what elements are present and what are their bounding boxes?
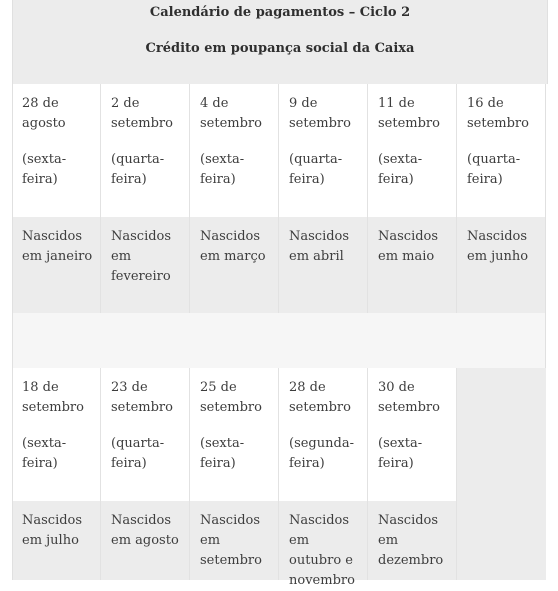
birth-month-label: Nascidos em junho — [467, 229, 529, 264]
birth-month-label: Nascidos em janeiro — [22, 229, 93, 264]
table-header — [12, 0, 548, 84]
payment-date: 11 de setembro — [378, 96, 440, 131]
date-cell — [368, 368, 457, 501]
birth-month-cell — [190, 217, 279, 313]
date-cell — [190, 368, 279, 501]
birth-month-label: Nascidos em fevereiro — [111, 229, 172, 284]
payment-date: 9 de setembro — [289, 96, 351, 131]
payment-date: 16 de setembro — [467, 96, 529, 131]
birth-month-cell — [279, 501, 368, 588]
payment-weekday: (quarta-feira) — [467, 152, 521, 187]
birth-month-label: Nascidos em outubro e novembro — [289, 513, 355, 588]
birth-month-cell — [12, 217, 101, 313]
payment-date: 4 de setembro — [200, 96, 262, 131]
birth-month-cell — [368, 217, 457, 313]
birth-month-label: Nascidos em abril — [289, 229, 350, 264]
payment-weekday: (sexta-feira) — [22, 152, 67, 187]
date-cell — [279, 84, 368, 217]
birth-month-cell — [368, 501, 457, 580]
birth-month-cell — [190, 501, 279, 580]
payment-date: 28 de agosto — [22, 96, 66, 131]
payment-weekday: (quarta-feira) — [111, 152, 165, 187]
payment-weekday: (sexta-feira) — [200, 152, 245, 187]
payment-date: 23 de setembro — [111, 380, 173, 415]
birth-month-cell — [101, 501, 190, 580]
birth-month-cell — [279, 217, 368, 313]
table-subtitle: Crédito em poupança social da Caixa — [145, 41, 415, 56]
empty-cell — [457, 368, 546, 580]
payment-weekday: (sexta-feira) — [200, 436, 245, 471]
table-border — [545, 84, 546, 368]
table-title: Calendário de pagamentos – Ciclo 2 — [149, 5, 411, 20]
payment-date: 2 de setembro — [111, 96, 173, 131]
payment-date: 18 de setembro — [22, 380, 84, 415]
payment-weekday: (sexta-feira) — [378, 436, 423, 471]
birth-month-cell — [457, 217, 546, 313]
birth-month-label: Nascidos em julho — [22, 513, 83, 548]
payment-date: 28 de setembro — [289, 380, 351, 415]
date-cell — [279, 368, 368, 501]
payment-weekday: (quarta-feira) — [111, 436, 165, 471]
date-cell — [101, 84, 190, 217]
table-border — [12, 84, 13, 580]
date-cell — [12, 84, 101, 217]
payment-weekday: (segunda-feira) — [289, 436, 354, 471]
birth-month-label: Nascidos em março — [200, 229, 266, 264]
date-cell — [368, 84, 457, 217]
payment-weekday: (sexta-feira) — [22, 436, 67, 471]
payment-weekday: (sexta-feira) — [378, 152, 423, 187]
birth-month-cell — [12, 501, 101, 580]
payment-date: 30 de setembro — [378, 380, 440, 415]
row-separator — [12, 313, 546, 368]
birth-month-label: Nascidos em agosto — [111, 513, 179, 548]
date-cell — [101, 368, 190, 501]
payment-weekday: (quarta-feira) — [289, 152, 343, 187]
payment-date: 25 de setembro — [200, 380, 262, 415]
date-cell — [12, 368, 101, 501]
birth-month-label: Nascidos em maio — [378, 229, 439, 264]
date-cell — [190, 84, 279, 217]
birth-month-label: Nascidos em dezembro — [378, 513, 444, 568]
date-cell — [457, 84, 546, 217]
birth-month-cell — [101, 217, 190, 313]
birth-month-label: Nascidos em setembro — [200, 513, 262, 568]
